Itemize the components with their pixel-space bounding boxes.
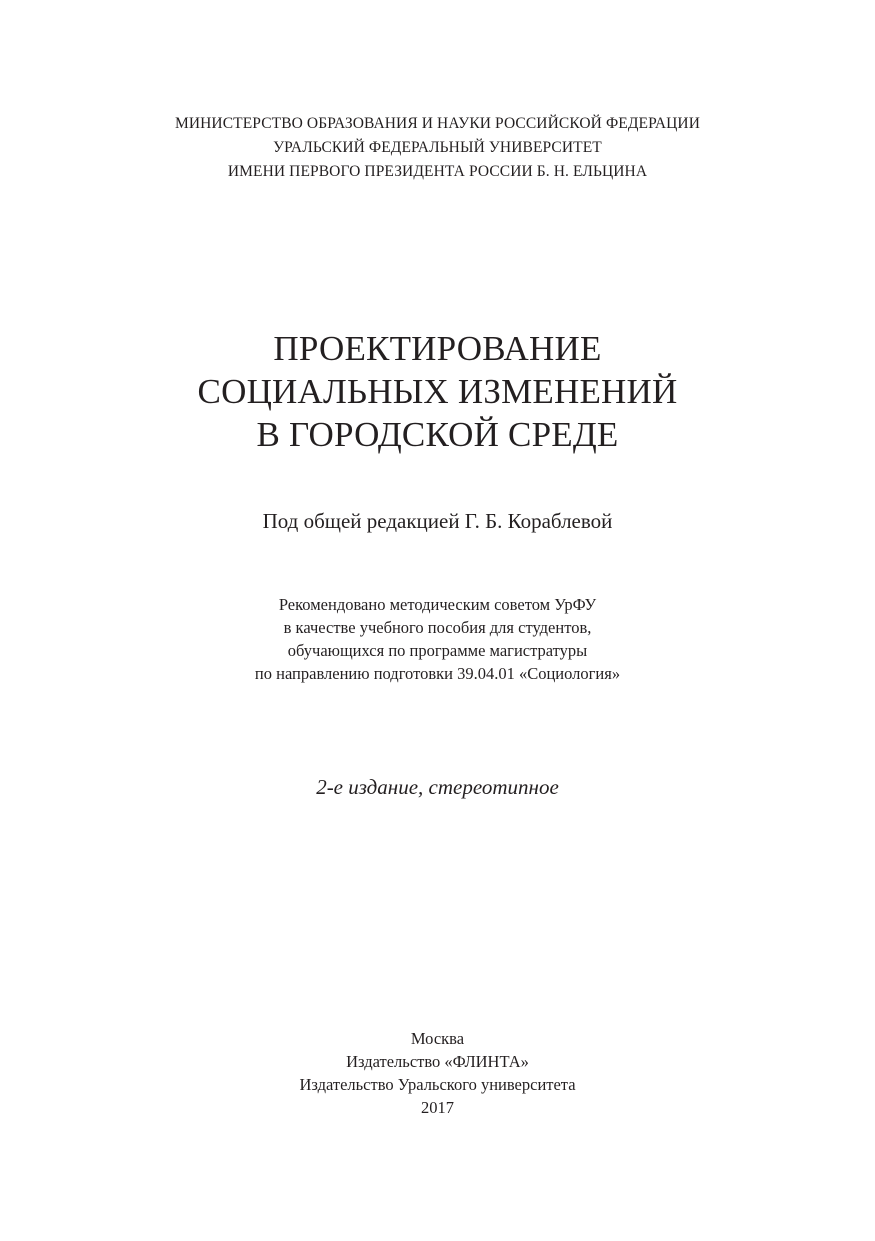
publisher-imprint xyxy=(0,1027,875,1119)
recommendation-line: в качестве учебного пособия для студентов, xyxy=(283,618,592,637)
institution-line: ИМЕНИ ПЕРВОГО ПРЕЗИДЕНТА РОССИИ Б. Н. ЕЛЬЦИНА xyxy=(227,163,648,180)
recommendation-line: Рекомендовано методическим советом УрФУ xyxy=(278,595,597,614)
edition-note xyxy=(0,772,875,802)
editor-line: Под общей редакцией Г. Б. Кораблевой xyxy=(262,509,613,533)
imprint-publisher: Издательство Уральского университета xyxy=(299,1075,576,1094)
book-title-line: В ГОРОДСКОЙ СРЕДЕ xyxy=(256,415,619,454)
institution-header xyxy=(0,112,875,184)
recommendation-note xyxy=(0,593,875,685)
institution-line: МИНИСТЕРСТВО ОБРАЗОВАНИЯ И НАУКИ РОССИЙСКОЙ ФЕДЕРАЦИИ xyxy=(174,115,701,132)
recommendation-line: по направлению подготовки 39.04.01 «Социология» xyxy=(254,664,621,683)
book-title xyxy=(0,327,875,456)
imprint-year: 2017 xyxy=(421,1098,454,1117)
editor-credit xyxy=(0,507,875,535)
recommendation-line: обучающихся по программе магистратуры xyxy=(287,641,588,660)
imprint-publisher: Издательство «ФЛИНТА» xyxy=(346,1052,529,1071)
book-title-line: ПРОЕКТИРОВАНИЕ xyxy=(273,329,602,368)
institution-line: УРАЛЬСКИЙ ФЕДЕРАЛЬНЫЙ УНИВЕРСИТЕТ xyxy=(273,139,602,156)
book-title-line: СОЦИАЛЬНЫХ ИЗМЕНЕНИЙ xyxy=(197,372,678,411)
edition-line: 2-е издание, стереотипное xyxy=(316,775,559,799)
imprint-city: Москва xyxy=(410,1029,465,1048)
